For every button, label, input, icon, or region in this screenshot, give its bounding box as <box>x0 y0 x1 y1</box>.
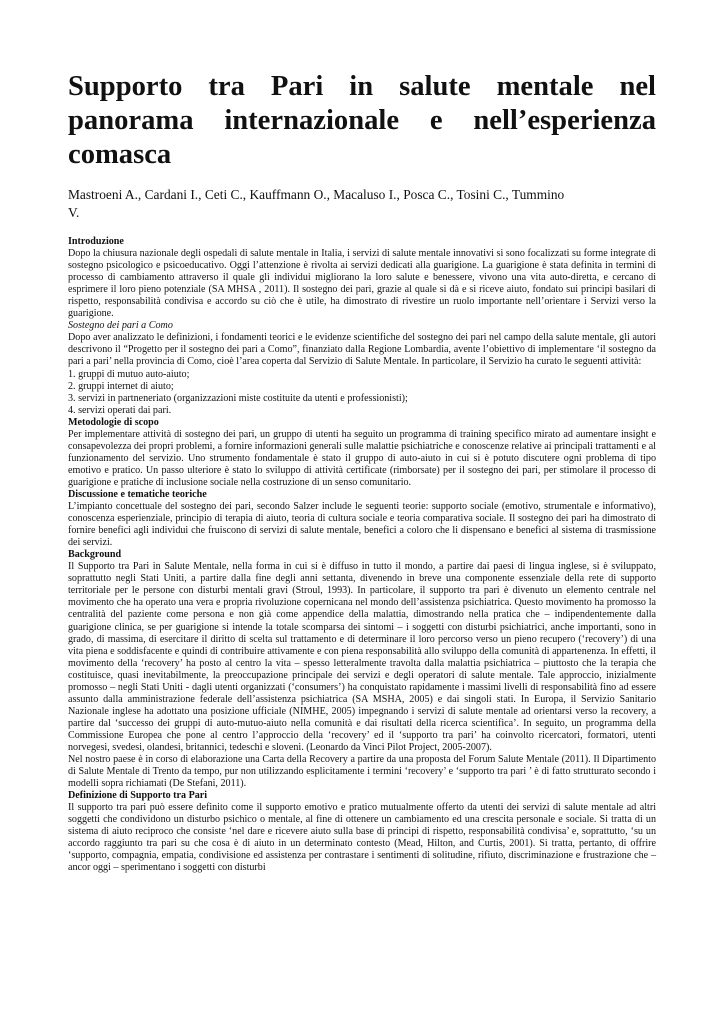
activity-list <box>68 369 656 417</box>
paragraph-metodologie: Per implementare attività di sostegno dei pari, un gruppo di utenti ha seguito un programma di training specifico mirato ad aumentare insight e consapevolezza dei propri problemi, a fornire informazioni generali sulle malattie psichiatriche e conoscenze relative ai principali trattamenti e al funzionamento del servizio. Uno strumento fondamentale è stato il gruppo di auto-aiuto in cui si è potuto discutere ogni problema di tipo emotivo e pratico. Un passo ulteriore è stato lo sviluppo di attività certificate (rimborsate) per il sostegno dei pari, per stimolare il processo di guarigione e pratiche di inclusione sociale nella costruzione di un senso comunitario. <box>68 428 656 488</box>
section-heading-introduzione: Introduzione <box>68 236 124 247</box>
paragraph-definizione: Il supporto tra pari può essere definito come il supporto emotivo e pratico mutualmente offerto da utenti dei servizi di salute mentale ad altri soggetti che condividono un disturbo psichico o mentale, al fine di ottenere un cambiamento ed una crescita personale e sociale. Si tratta di un sistema di aiuto reciproco che consiste ‘nel dare e ricevere aiuto sulla base di principi di rispetto, responsabilità condivisa’ e, soprattutto, ‘su un accordo raggiunto tra pari su che cosa è di aiuto in un determinato contesto (Mead, Hilton, and Curtis, 2001). Si tratta, pertanto, di offrire ‘supporto, compagnia, empatia, condivisione ed assistenza per contrastare i sentimenti di solitudine, rifiuto, discriminazione e frustrazione che – ancor oggi – sperimentano i soggetti con disturbi <box>68 802 656 874</box>
list-item: 1. gruppi di mutuo auto-aiuto; <box>68 368 190 380</box>
section-heading-discussione: Discussione e tematiche teoriche <box>68 488 207 500</box>
list-item: 3. servizi in partneneriato (organizzazioni miste costituite da utenti e professionisti); <box>68 392 408 404</box>
paragraph-como: Dopo aver analizzato le definizioni, i fondamenti teorici e le evidenze scientifiche del sostegno dei pari nel campo della salute mentale, gli autori descrivono il “Progetto per il sostegno dei pari a Como”, finanziato dalla Regione Lombardia, avente l’obiettivo di implementare ‘il sostegno da pari a pari’ nella provincia di Como, cioè l’area coperta dal Servizio di Salute Mentale. In particolare, il Servizio ha curato le seguenti attività: <box>68 332 656 368</box>
section-heading-background: Background <box>68 549 122 561</box>
paragraph-background-1: Il Supporto tra Pari in Salute Mentale, nella forma in cui si è diffuso in tutto il mondo, a partire dai paesi di lingua inglese, si è sviluppato, soprattutto negli Stati Uniti, a partire dalla fine degli anni settanta, divenendo in breve una componente essenziale della rete di supporto territoriale per le persone con disturbi mentali gravi (Stroul, 1993). In particolare, il supporto tra pari è divenuto un elemento centrale nel movimento che ha operato una vera e propria rivoluzione copernicana nel mondo dell’assistenza psichiatrica. Questo movimento ha promosso la centralità del paziente come persona e non già come appendice della malattia, dimostrando nella pratica che – indipendentemente dalla guarigione clinica, se per guarigione si intende la totale scomparsa dei sintomi – i soggetti con disturbi psichiatrici, anche importanti, sono in grado, di massima, di esercitare il diritto di scelta sul trattamento e di determinare il loro percorso verso un pieno recupero (‘recovery’) di una vita piena e soddisfacente e quindi di contribuire attivamente e con piena responsabilità allo sviluppo della comunità di appartenenza. In effetti, il movimento della ‘recovery’ ha posto al centro la vita – spesso letteralmente travolta dalla malattia psichiatrica – piuttosto che la terapia che costituisce, quasi inevitabilmente, la preoccupazione principale dei servizi e degli operatori di salute mentale. Tale approccio, inizialmente promosso – negli Stati Uniti - dagli utenti organizzati (‘consumers’) ha conquistato rapidamente i massimi livelli di responsabilità fino ad essere assunto dalla amministrazione federale dell’assistenza psichiatrica (SA MSHA, 2005) e dai singoli stati. In Europa, il Servizio Sanitario Nazionale inglese ha adottato una posizione ufficiale (NIMHE, 2005) impegnando i servizi di salute mentale ad orientarsi verso la recovery, a partire dal ‘successo dei gruppi di auto-mutuo-aiuto nella comunità e dai risultati della ricerca scientifica’. In seguito, un programma della Commissione Europea che pone al centro l’approccio della ‘recovery’ ed il ‘supporto tra pari’ ha coinvolto ricercatori, formatori, utenti norvegesi, svedesi, olandesi, britannici, tedeschi e sloveni. (Leonardo da Vinci Pilot Project, 2005-2007). <box>68 561 656 753</box>
author-list: Mastroeni A., Cardani I., Ceti C., Kauffmann O., Macaluso I., Posca C., Tosini C., Tummino V. <box>68 187 565 220</box>
paper-title: Supporto tra Pari in salute mentale nel panorama internazionale e nell’esperienza comasca <box>68 71 656 170</box>
list-item: 4. servizi operati dai pari. <box>68 404 172 416</box>
subsection-heading-como: Sostegno dei pari a Como <box>68 320 173 332</box>
paragraph-discussione: L’impianto concettuale del sostegno dei pari, secondo Salzer include le seguenti teorie: supporto sociale (emotivo, strumentale e informativo), conoscenza esperienziale, principio di terapia di aiuto, teoria di cultura sociale e teoria comparativa sociale. Il sostegno dei pari ha dimostrato di fornire benefici agli individui che fruiscono di servizi di salute mentale, benefici a coloro che li dispensano e benefici al sistema di trasmissione dei servizi. <box>68 501 656 549</box>
section-heading-metodologie: Metodologie di scopo <box>68 416 159 428</box>
list-item: 2. gruppi internet di aiuto; <box>68 380 174 392</box>
paragraph-introduzione: Dopo la chiusura nazionale degli ospedali di salute mentale in Italia, i servizi di salute mentale innovativi si sono focalizzati su forme integrate di sostegno psicologico e psicoeducativo. Oggi l’attenzione è rivolta ai servizi dedicati alla guarigione. La guarigione è stata definita in termini di processo di cambiamento attraverso il quale gli individui migliorano la loro salute e benessere, vivono una vita auto-diretta, e cercano di esprimere il loro pieno potenziale (SA MHSA , 2011). Il sostegno dei pari, grazie al quale si dà e si riceve aiuto, fondato sui principi basilari di rispetto, responsabilità condivisa e accordo su ciò che è utile, ha dimostrato di rivestire un ruolo importante nell’orientare i Servizi verso la guarigione. <box>68 248 656 320</box>
paper-body <box>68 236 656 874</box>
paragraph-background-2: Nel nostro paese è in corso di elaborazione una Carta della Recovery a partire da una proposta del Forum Salute Mentale (2011). Il Dipartimento di Salute Mentale di Trento da tempo, pur non utilizzando esplicitamente i termini ‘recovery’ e ‘supporto tra pari ’ è di fatto strutturato secondo i modelli sopra richiamati (De Stefani, 2011). <box>68 754 656 790</box>
section-heading-definizione: Definizione di Supporto tra Pari <box>68 790 208 802</box>
